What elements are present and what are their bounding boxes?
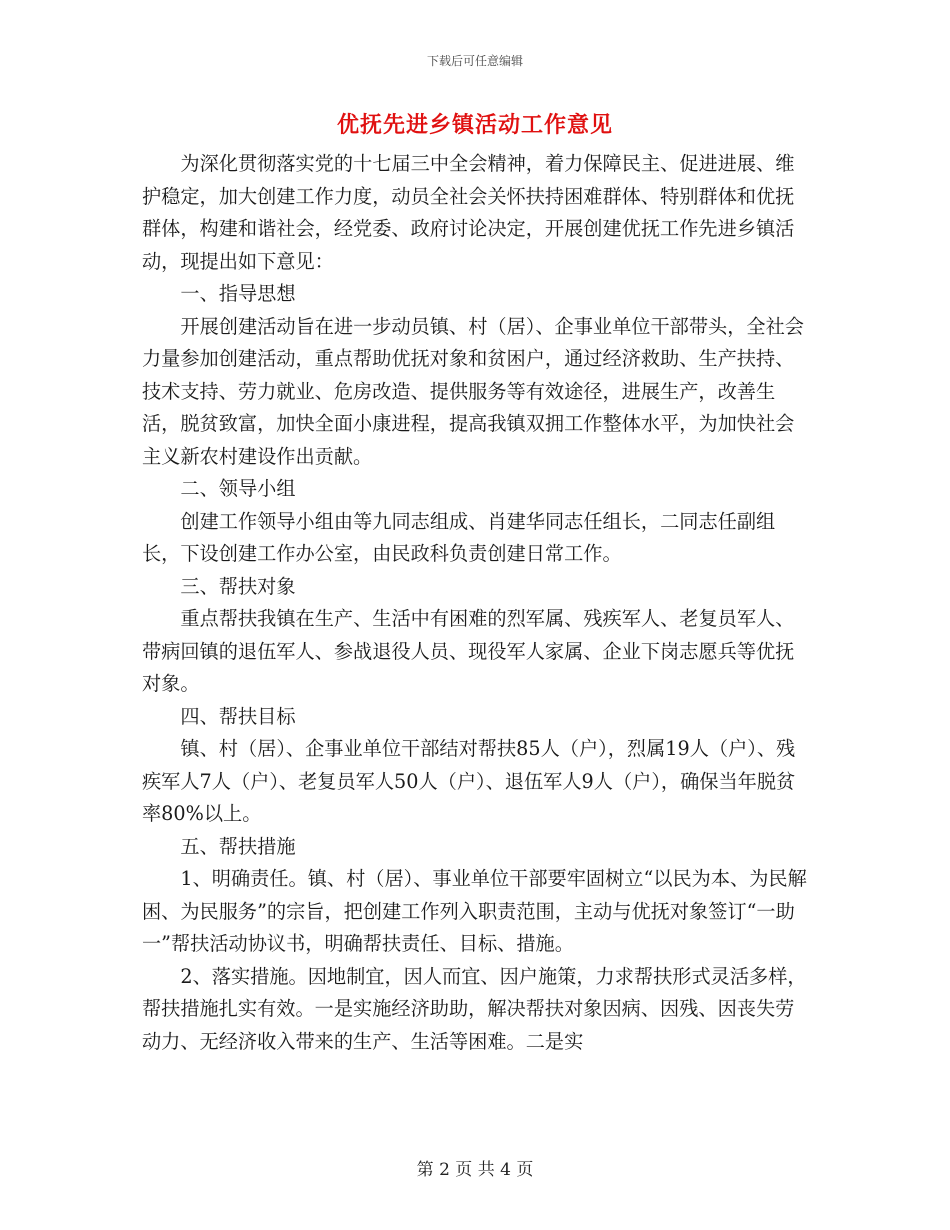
section-heading-assistance-measures: 五、帮扶措施	[180, 834, 296, 858]
document-body	[142, 148, 810, 1058]
paragraph-measure-2: 2、落实措施。因地制宜，因人而宜、因户施策，力求帮扶形式灵活多样，帮扶措施扎实有效。一是实施经济助助，解决帮扶对象因病、因残、因丧失劳动力、无经济收入带来的生产、生活等困难。二是实	[142, 964, 807, 1053]
paragraph-intro: 为深化贯彻落实党的十七届三中全会精神，着力保障民主、促进进展、维护稳定，加大创建工作力度，动员全社会关怀扶持困难群体、特别群体和优抚群体，构建和谐社会，经党委、政府讨论决定，开展创建优抚工作先进乡镇活动，现提出如下意见：	[142, 152, 795, 273]
page-number: 第 2 页 共 4 页	[416, 1160, 534, 1180]
header-note: 下载后可任意编辑	[426, 54, 523, 68]
paragraph-guiding-ideology: 开展创建活动旨在进一步动员镇、村（居）、企事业单位干部带头，全社会力量参加创建活动，重点帮助优抚对象和贫困户，通过经济救助、生产扶持、技术支持、劳力就业、危房改造、提供服务等有效途径，进展生产，改善生活，脱贫致富，加快全面小康进程，提高我镇双拥工作整体水平，为加快社会主义新农村建设作出贡献。	[142, 314, 804, 468]
section-heading-assistance-targets: 三、帮扶对象	[180, 574, 296, 598]
section-heading-guiding-ideology: 一、指导思想	[180, 282, 296, 305]
paragraph-assistance-targets: 重点帮扶我镇在生产、生活中有困难的烈军属、残疾军人、老复员军人、带病回镇的退伍军人、参战退役人员、现役军人家属、企业下岗志愿兵等优抚对象。	[142, 607, 795, 695]
paragraph-measure-1: 1、明确责任。镇、村（居）、事业单位干部要牢固树立“以民为本、为民解困、为民服务”的宗旨，把创建工作列入职责范围，主动与优抚对象签订“一助一”帮扶活动协议书，明确帮扶责任、目标、措施。	[142, 867, 807, 955]
section-heading-leadership-group: 二、领导小组	[180, 477, 296, 500]
paragraph-assistance-goals: 镇、村（居）、企事业单位干部结对帮扶85人（户），烈属19人（户）、残疾军人7人（户）、老复员军人50人（户）、退伍军人9人（户），确保当年脱贫率80%以上。	[142, 737, 796, 825]
section-heading-assistance-goals: 四、帮扶目标	[180, 704, 296, 728]
paragraph-leadership-group: 创建工作领导小组由等九同志组成、肖建华同志任组长，二同志任副组长，下设创建工作办公室，由民政科负责创建日常工作。	[142, 509, 776, 565]
document-title: 优抚先进乡镇活动工作意见	[336, 112, 613, 138]
